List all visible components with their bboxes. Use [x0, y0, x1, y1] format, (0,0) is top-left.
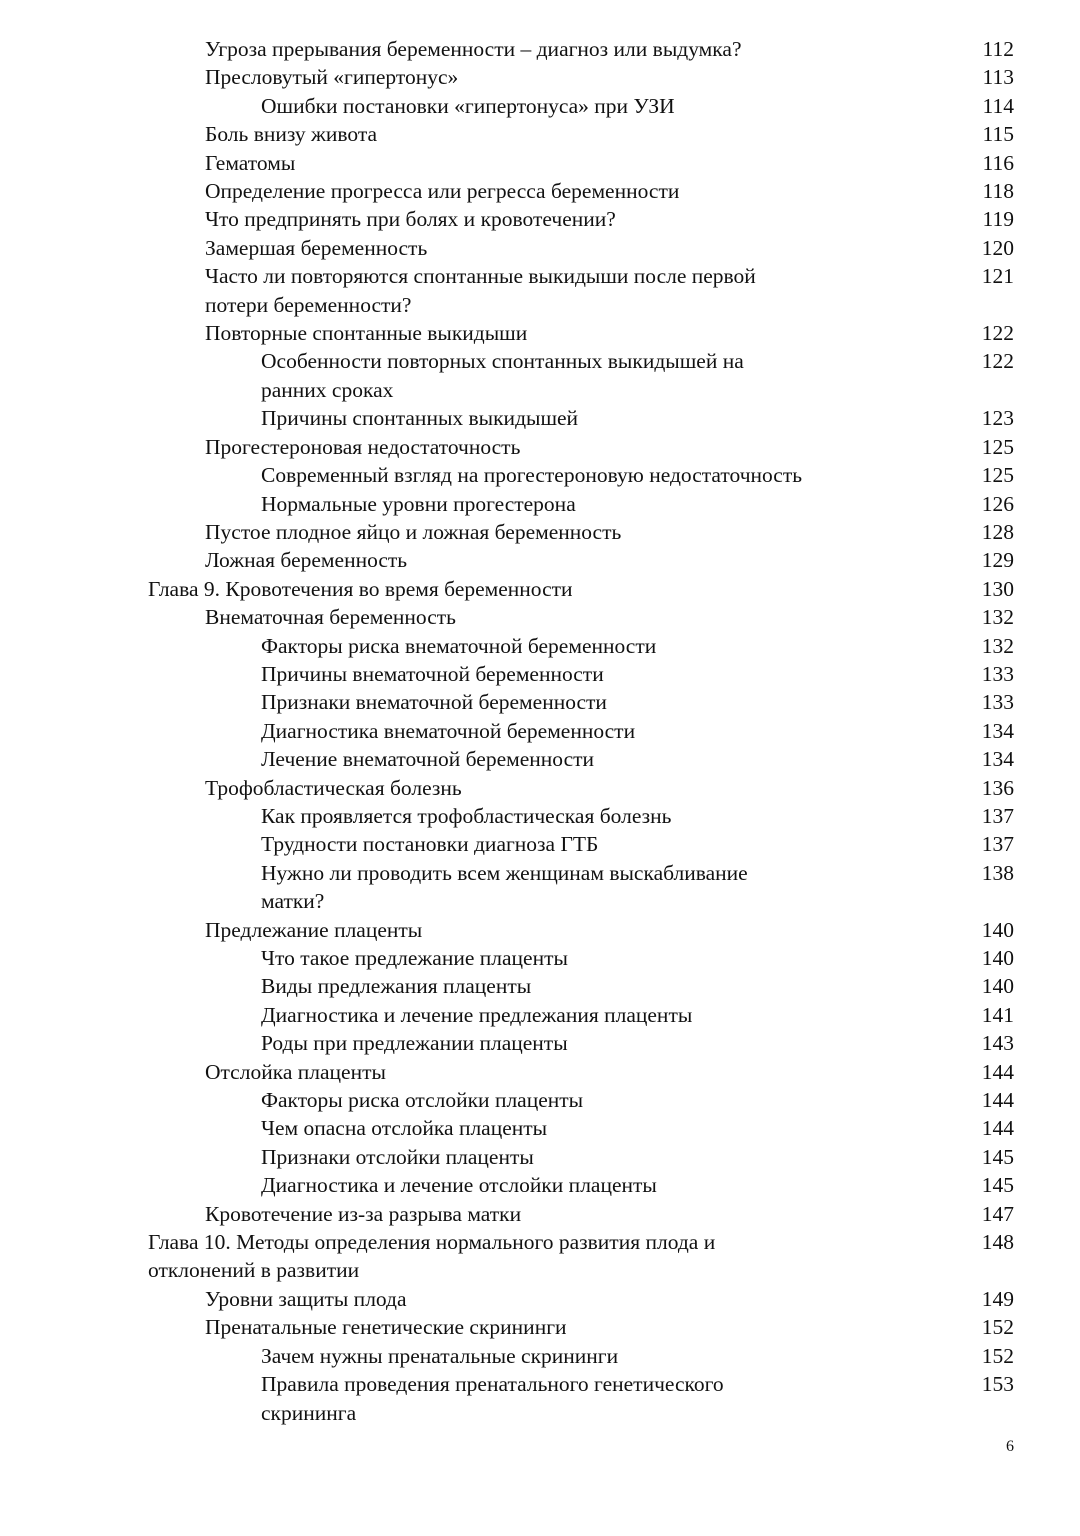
toc-entry-title: Прогестероновая недостаточность	[205, 434, 521, 459]
toc-entry-page: 118	[982, 179, 1014, 204]
toc-entry-title: Зачем нужны пренатальные скрининги	[261, 1343, 619, 1368]
toc-entry-title: Признаки отслойки плаценты	[261, 1144, 534, 1169]
toc-entry	[0, 120, 1080, 148]
toc-entry	[0, 1285, 1080, 1313]
toc-entry	[0, 830, 1080, 858]
toc-entry-title: Ложная беременность	[205, 548, 408, 573]
toc-entry	[0, 859, 1080, 916]
toc-entry	[0, 262, 1080, 319]
toc-entry	[0, 774, 1080, 802]
toc-entry	[0, 1114, 1080, 1142]
toc-entry-page: 122	[981, 349, 1014, 374]
toc-entry-title: Как проявляется трофобластическая болезнь	[261, 803, 672, 828]
toc-entry	[0, 1058, 1080, 1086]
toc-entry-title: Особенности повторных спонтанных выкидышей на ранних сроках	[261, 349, 744, 402]
toc-entry-title: Диагностика внематочной беременности	[261, 718, 636, 743]
toc-entry-title: Диагностика и лечение отслойки плаценты	[261, 1173, 657, 1198]
toc-entry-page: 148	[981, 1230, 1014, 1255]
toc-entry	[0, 1029, 1080, 1057]
toc-entry-title: Современный взгляд на прогестероновую недостаточность	[261, 463, 803, 488]
toc-entry-page: 113	[982, 65, 1014, 90]
toc-entry-title: Замершая беременность	[205, 235, 428, 260]
toc-entry-title: Нормальные уровни прогестерона	[261, 491, 576, 516]
toc-entry-title: Кровотечение из-за разрыва матки	[205, 1201, 522, 1226]
toc-entry	[0, 1143, 1080, 1171]
table-of-contents	[0, 35, 1080, 1427]
toc-entry-page: 145	[981, 1144, 1014, 1169]
toc-entry-page: 119	[982, 207, 1014, 232]
toc-entry-title: Боль внизу живота	[205, 122, 378, 147]
toc-entry	[0, 1171, 1080, 1199]
toc-entry-page: 147	[981, 1201, 1014, 1226]
page-number: 6	[1006, 1438, 1014, 1455]
toc-entry-title: Отслойка плаценты	[205, 1059, 386, 1084]
toc-entry	[0, 518, 1080, 546]
toc-entry	[0, 745, 1080, 773]
toc-entry-title: Пустое плодное яйцо и ложная беременность	[205, 519, 622, 544]
toc-entry-title: Правила проведения пренатального генетического скрининга	[261, 1372, 724, 1425]
toc-entry	[0, 688, 1080, 716]
toc-entry	[0, 944, 1080, 972]
toc-entry-page: 126	[981, 491, 1014, 516]
toc-entry-page: 152	[981, 1315, 1014, 1340]
toc-entry	[0, 205, 1080, 233]
toc-entry-title: Пресловутый «гипертонус»	[205, 65, 459, 90]
toc-entry-page: 134	[981, 747, 1014, 772]
toc-entry	[0, 234, 1080, 262]
toc-entry-title: Что предпринять при болях и кровотечении?	[205, 207, 616, 232]
toc-entry	[0, 177, 1080, 205]
toc-entry-page: 128	[981, 519, 1014, 544]
toc-entry-page: 120	[981, 235, 1014, 260]
toc-entry-title: Гематомы	[205, 150, 296, 175]
toc-entry-title: Нужно ли проводить всем женщинам выскабливание матки?	[261, 860, 748, 914]
toc-entry-page: 115	[982, 122, 1014, 147]
toc-entry-title: Диагностика и лечение предлежания плаценты	[261, 1002, 693, 1027]
toc-entry	[0, 433, 1080, 461]
toc-entry	[0, 1200, 1080, 1228]
toc-entry	[0, 461, 1080, 489]
toc-entry-page: 144	[981, 1116, 1014, 1141]
toc-entry-page: 112	[982, 37, 1014, 61]
toc-entry	[0, 1370, 1080, 1427]
toc-entry-page: 152	[981, 1343, 1014, 1368]
toc-entry	[0, 319, 1080, 347]
toc-entry-title: Трудности постановки диагноза ГТБ	[261, 832, 599, 857]
toc-entry-page: 137	[981, 803, 1014, 828]
toc-entry	[0, 660, 1080, 688]
toc-entry	[0, 1342, 1080, 1370]
toc-entry-title: Часто ли повторяются спонтанные выкидыши после первой потери беременности?	[205, 264, 756, 317]
toc-entry	[0, 802, 1080, 830]
toc-entry	[0, 347, 1080, 404]
toc-entry-title: Лечение внематочной беременности	[261, 747, 595, 772]
toc-entry-title: Трофобластическая болезнь	[205, 775, 462, 800]
toc-entry-page: 125	[981, 434, 1014, 459]
toc-entry-page: 132	[981, 605, 1014, 630]
toc-entry-page: 133	[981, 661, 1014, 686]
toc-entry-title: Виды предлежания плаценты	[261, 974, 532, 999]
toc-entry-title: Повторные спонтанные выкидыши	[205, 321, 528, 346]
toc-entry-page: 140	[981, 917, 1014, 942]
toc-entry	[0, 1086, 1080, 1114]
toc-entry-page: 132	[981, 633, 1014, 658]
toc-entry-page: 140	[981, 946, 1014, 970]
toc-entry-page: 149	[981, 1286, 1014, 1311]
toc-entry	[0, 1313, 1080, 1341]
toc-entry	[0, 603, 1080, 631]
toc-entry-title: Признаки внематочной беременности	[261, 690, 607, 715]
toc-entry-page: 138	[981, 860, 1014, 885]
toc-entry-page: 114	[982, 93, 1014, 118]
toc-entry-title: Причины внематочной беременности	[261, 661, 604, 686]
toc-chapter-entry	[0, 1228, 1080, 1285]
toc-entry-page: 137	[981, 832, 1014, 857]
toc-entry	[0, 149, 1080, 177]
toc-entry-title: Что такое предлежание плаценты	[261, 946, 568, 970]
toc-entry-page: 141	[981, 1002, 1014, 1027]
toc-entry	[0, 92, 1080, 120]
toc-entry	[0, 972, 1080, 1000]
toc-entry-title: Роды при предлежании плаценты	[261, 1031, 568, 1056]
toc-entry-page: 144	[981, 1059, 1014, 1084]
toc-entry-title: Уровни защиты плода	[205, 1286, 407, 1311]
toc-entry-page: 140	[981, 974, 1014, 999]
toc-entry-page: 129	[981, 548, 1014, 573]
toc-entry-title: Предлежание плаценты	[205, 917, 423, 942]
toc-entry-title: Угроза прерывания беременности – диагноз или выдумка?	[205, 37, 742, 61]
toc-entry-page: 145	[981, 1173, 1014, 1198]
toc-entry-title: Внематочная беременность	[205, 605, 456, 630]
toc-entry	[0, 63, 1080, 91]
toc-entry-page: 123	[981, 406, 1014, 431]
toc-entry-page: 136	[981, 775, 1014, 800]
toc-entry	[0, 717, 1080, 745]
toc-entry-title: Ошибки постановки «гипертонуса» при УЗИ	[261, 93, 675, 118]
toc-entry-page: 153	[981, 1372, 1014, 1397]
toc-entry	[0, 35, 1080, 63]
toc-chapter-entry	[0, 575, 1080, 603]
toc-entry	[0, 632, 1080, 660]
toc-entry-page: 121	[981, 264, 1014, 289]
toc-entry-page: 133	[981, 690, 1014, 715]
toc-entry	[0, 916, 1080, 944]
toc-entry-title: Пренатальные генетические скрининги	[205, 1315, 567, 1340]
toc-entry	[0, 546, 1080, 574]
toc-entry-page: 134	[981, 718, 1014, 743]
toc-entry-page: 122	[981, 321, 1014, 346]
toc-entry-page: 143	[981, 1031, 1014, 1056]
toc-entry	[0, 404, 1080, 432]
toc-entry-page: 144	[981, 1088, 1014, 1113]
toc-entry-title: Глава 9. Кровотечения во время беременности	[148, 576, 573, 601]
toc-entry-title: Факторы риска отслойки плаценты	[261, 1088, 584, 1113]
toc-entry	[0, 1001, 1080, 1029]
toc-entry	[0, 490, 1080, 518]
toc-entry-page: 130	[981, 576, 1014, 601]
toc-entry-title: Определение прогресса или регресса беременности	[205, 179, 680, 204]
toc-entry-title: Факторы риска внематочной беременности	[261, 633, 657, 658]
toc-entry-title: Причины спонтанных выкидышей	[261, 406, 579, 431]
toc-entry-title: Глава 10. Методы определения нормального развития плода и отклонений в развитии	[148, 1230, 716, 1283]
toc-entry-title: Чем опасна отслойка плаценты	[261, 1116, 548, 1141]
toc-entry-page: 116	[982, 150, 1014, 175]
toc-entry-page: 125	[981, 463, 1014, 488]
